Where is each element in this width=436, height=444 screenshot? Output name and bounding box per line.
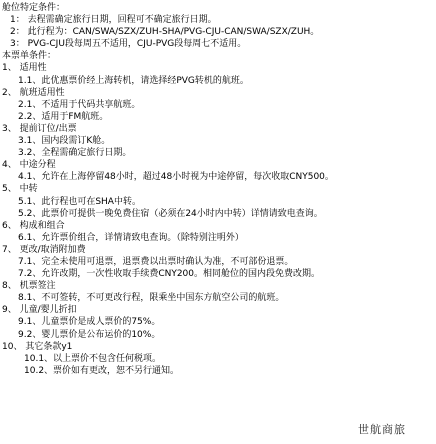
rule-item: 1.1、此优惠票价经上海转机，请选择经PVG转机的航班。 xyxy=(18,75,249,86)
rule-item: 6.1、允许票价组合，详情请致电查询。（除特别注明外） xyxy=(18,232,244,243)
section-heading: 8、 机票签注 xyxy=(2,281,56,292)
rule-item: 3： PVG-CJU段每周五不适用，CJU-PVG段每周七不适用。 xyxy=(10,39,247,50)
section-heading: 本票单条件： xyxy=(2,51,57,62)
rule-item: 8.1、不可签转，不可更改行程，限乘坐中国东方航空公司的航班。 xyxy=(18,293,285,304)
rule-item: 2.2、适用于FM航班。 xyxy=(18,111,109,122)
section-heading: 4、 中途分程 xyxy=(2,160,56,171)
rule-item: 3.1、国内段需订K舱。 xyxy=(18,136,111,147)
rule-item: 7.2、允许改期，一次性收取手续费CNY200。相同舱位的国内段免费改期。 xyxy=(18,269,321,280)
section-heading: 1、 适用性 xyxy=(2,63,47,74)
rule-item: 4.1、允许在上海停留48小时，超过48小时视为中途停留，每次收取CNY500。 xyxy=(18,172,334,183)
section-heading: 3、 提前订位/出票 xyxy=(2,123,77,134)
fare-rules-document xyxy=(2,2,434,377)
section-heading: 9、 儿童/婴儿折扣 xyxy=(2,305,77,316)
rule-item: 9.2、婴儿票价是公布运价的10%。 xyxy=(18,329,161,340)
section-heading: 10、 其它条款y1 xyxy=(2,341,73,352)
section-heading: 6、 构成和组合 xyxy=(2,220,65,231)
rule-item: 2： 此行程为：CAN/SWA/SZX/ZUH-SHA/PVG-CJU-CAN/SWA/SZX/ZUH。 xyxy=(10,27,320,38)
rule-item: 7.1、完全未使用可退票，退票费以出票时确认为准，不可部份退票。 xyxy=(18,256,294,267)
rule-item: 5.2、此票价可提供一晚免费住宿（必须在24小时内中转）详情请致电查询。 xyxy=(18,208,323,219)
watermark-logo: 世航商旅 xyxy=(358,423,406,436)
section-heading: 5、 中转 xyxy=(2,184,38,195)
rule-item: 10.1、以上票价不包含任何税项。 xyxy=(24,353,162,364)
section-heading: 7、 更改/取消附加费 xyxy=(2,244,86,255)
section-heading: 舱位特定条件： xyxy=(2,3,66,13)
rule-item: 5.1、此行程也可在SHA中转。 xyxy=(18,196,141,207)
rule-item: 10.2、票价如有更改，恕不另行通知。 xyxy=(24,365,180,376)
rule-item: 1： 去程需确定旅行日期，回程可不确定旅行日期。 xyxy=(10,15,217,26)
rule-item: 9.1、儿童票价是成人票价的75%。 xyxy=(18,317,161,328)
section-heading: 2、 航班适用性 xyxy=(2,87,65,98)
rule-item: 3.2、全程需确定旅行日期。 xyxy=(18,148,132,159)
rule-item: 2.1、不适用于代码共享航班。 xyxy=(18,99,141,110)
